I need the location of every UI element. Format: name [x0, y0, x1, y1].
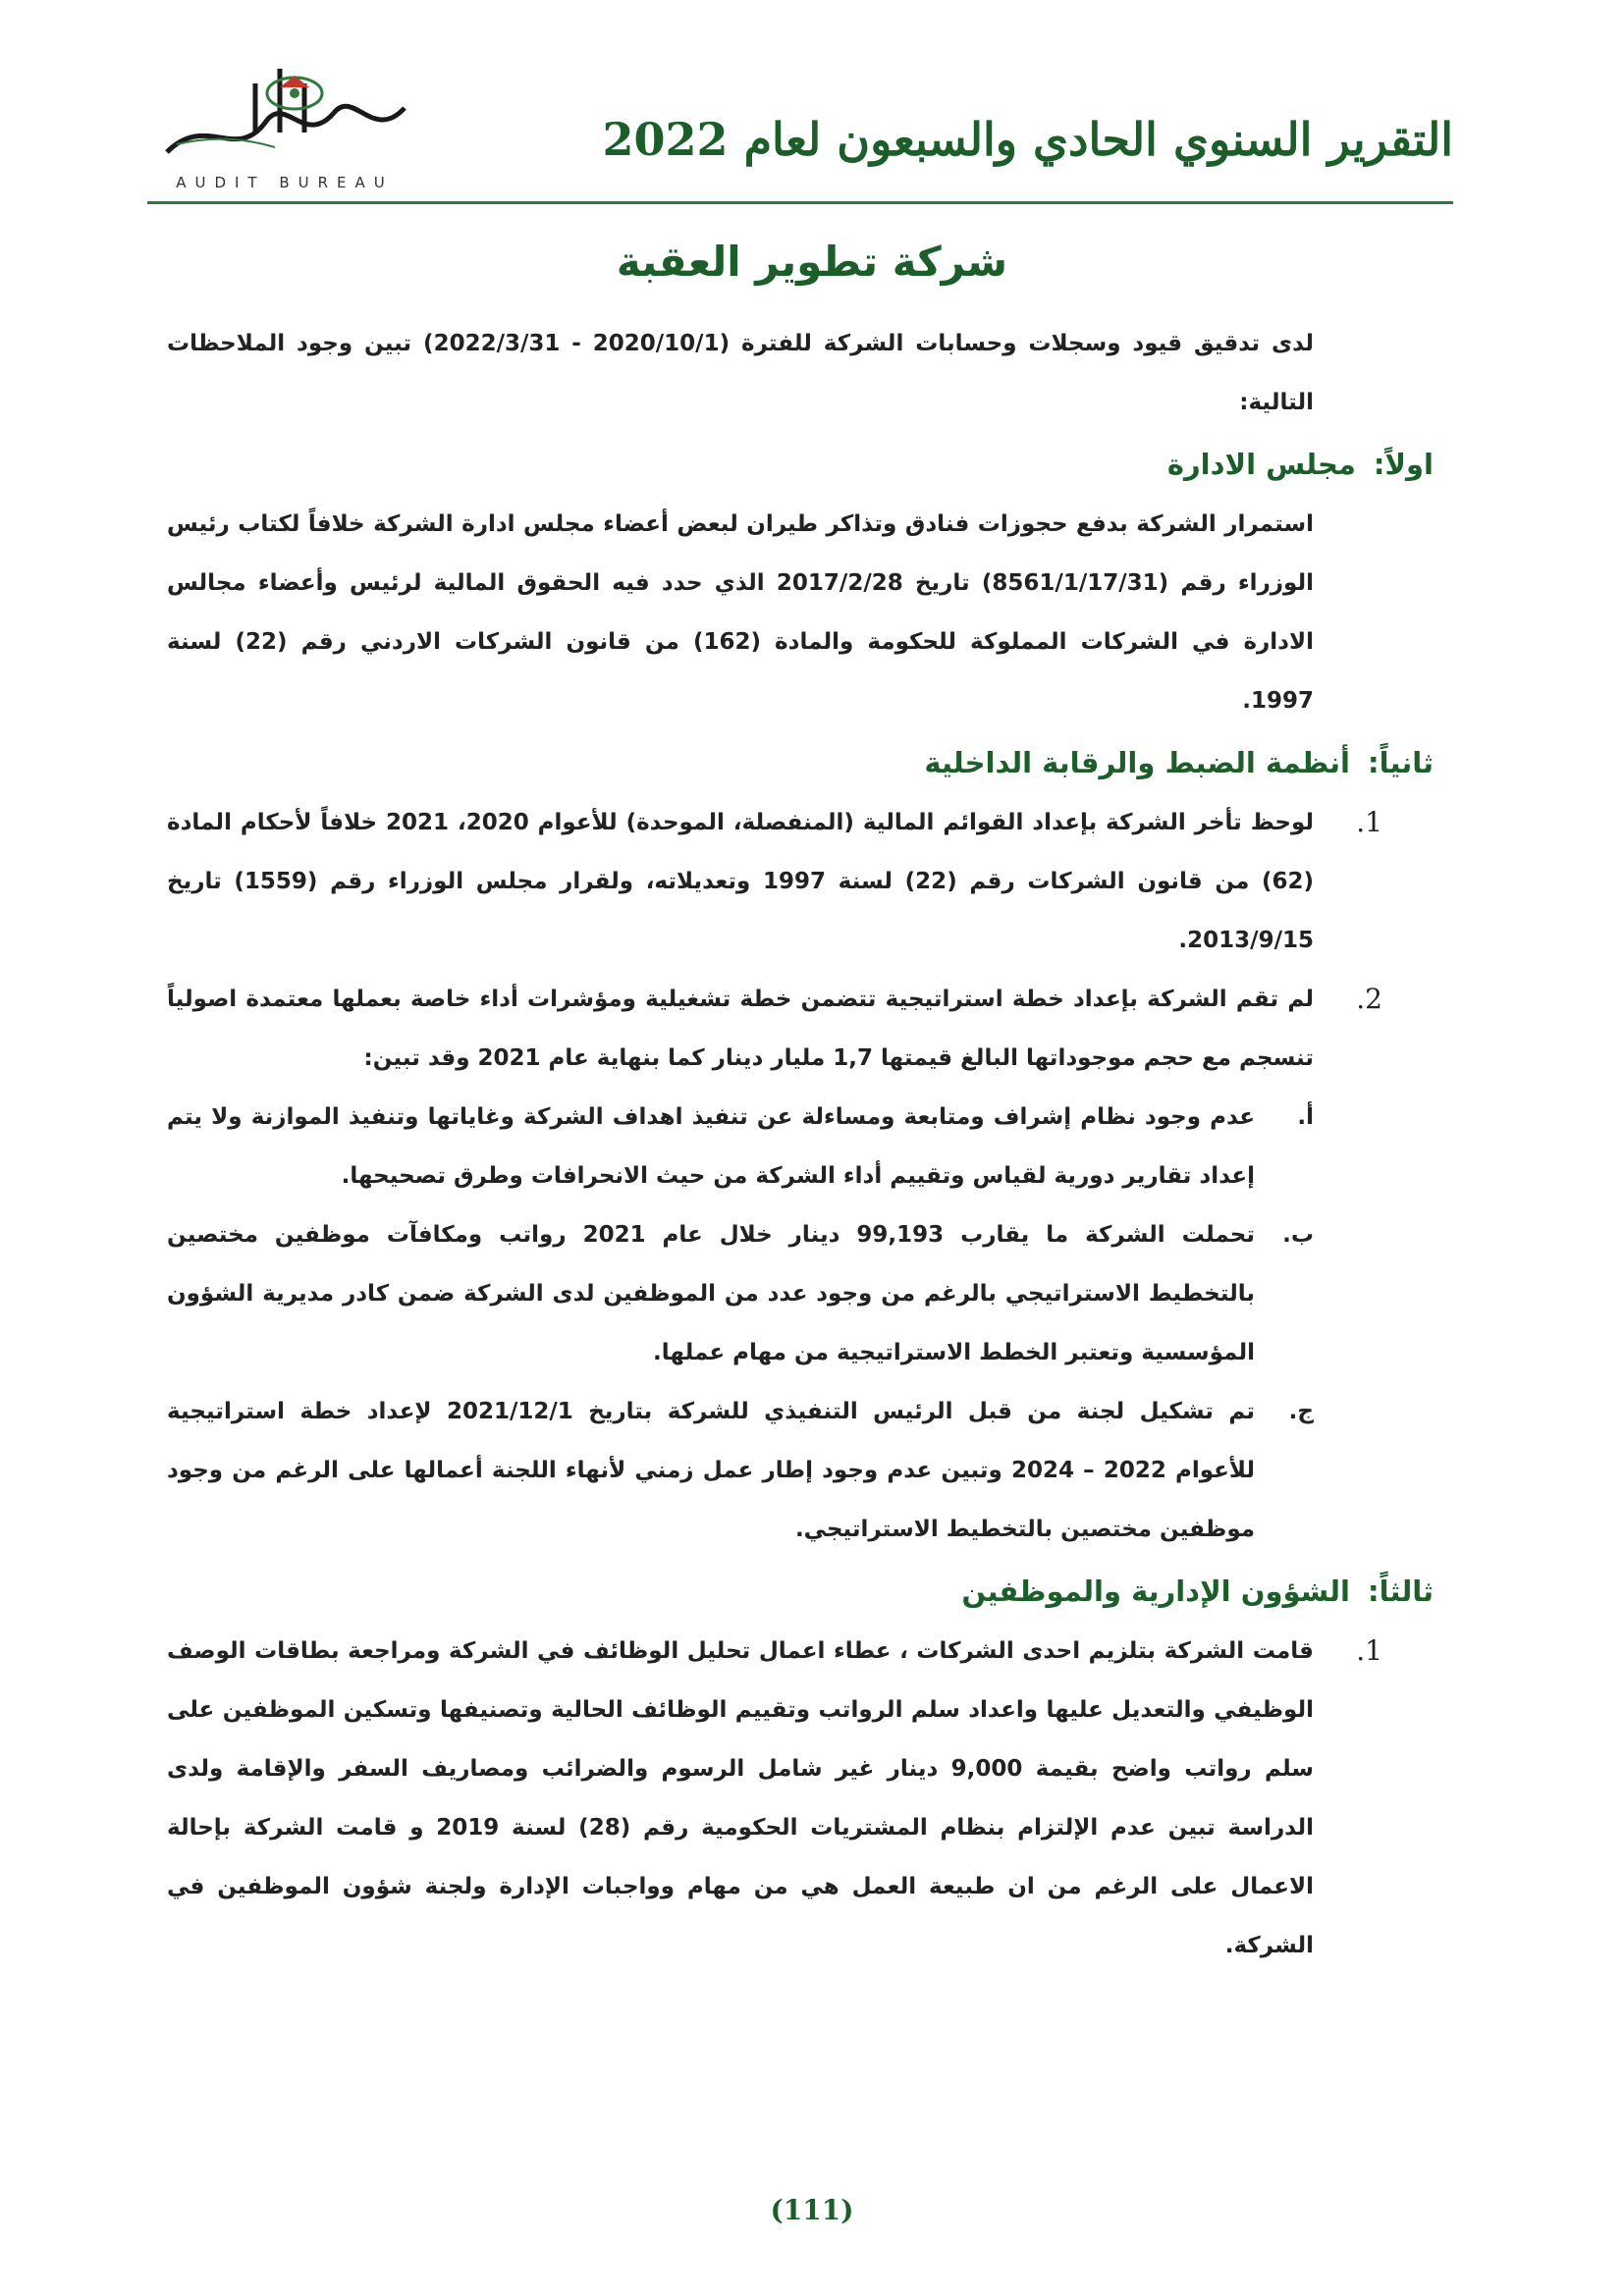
audit-bureau-logo — [147, 54, 422, 191]
company-title: شركة تطوير العقبة — [616, 238, 1008, 286]
item-text: قامت الشركة بتلزيم احدى الشركات ، عطاء اعمال تحليل الوظائف في الشركة ومراجعة بطاقات الوصف الوظيفي والتعديل عليها واعداد سلم الرواتب وتقييم الوظائف الحالية وتصنيفها وتسكين الموظفين على سلم رواتب واضح بقيمة 9,000 دينار غير شامل الرسوم والضرائب ومصاريف السفر والإقامة ولدى الدراسة تبين عدم الإلتزام بنظام المشتريات الحكومية رقم (28) لسنة 2019 و قامت الشركة بإحالة الاعمال على الرغم من ان طبيعة العمل هي من مهام وواجبات الإدارة ولجنة شؤون الموظفين في الشركة. — [167, 1638, 1314, 1958]
item-number: 1. — [1356, 806, 1382, 838]
page-number: (111) — [770, 2194, 854, 2226]
list-item — [167, 793, 1434, 970]
header-divider — [147, 201, 1453, 204]
sub-list-item — [167, 1088, 1434, 1205]
sub-item-text: عدم وجود نظام إشراف ومتابعة ومساءلة عن تنفيذ اهداف الشركة وغاياتها وتنفيذ الموازنة ولا يتم إعداد تقارير دورية لقياس وتقييم أداء الشركة من حيث الانحرافات وطرق تصحيحها. — [167, 1104, 1255, 1189]
section-title: الشؤون الإدارية والموظفين — [961, 1575, 1350, 1608]
section-title: مجلس الادارة — [1166, 448, 1356, 481]
board-paragraph: استمرار الشركة بدفع حجوزات فنادق وتذاكر طيران لبعض أعضاء مجلس ادارة الشركة خلافاً لكتاب رئيس الوزراء رقم (8561/1/17/31) تاريخ 2017/2/28 الذي حدد فيه الحقوق المالية لرئيس وأعضاء مجالس الادارة في الشركات المملوكة للحكومة والمادة (162) من قانون الشركات الاردني رقم (22) لسنة 1997. — [167, 511, 1314, 714]
section-title: أنظمة الضبط والرقابة الداخلية — [924, 746, 1350, 779]
sub-item-text: تم تشكيل لجنة من قبل الرئيس التنفيذي للشركة بتاريخ 2021/12/1 لإعداد خطة استراتيجية للأعوام 2022 – 2024 وتبين عدم وجود إطار عمل زمني لأنهاء اللجنة أعمالها على الرغم من وجود موظفين مختصين بالتخطيط الاستراتيجي. — [167, 1399, 1255, 1542]
page-header — [147, 54, 1453, 201]
sub-list-item — [167, 1205, 1434, 1382]
sub-list-item — [167, 1382, 1434, 1559]
logo-caption: AUDIT BUREAU — [176, 174, 394, 191]
list-item — [167, 1622, 1434, 1975]
item-number: 2. — [1356, 983, 1382, 1015]
sub-item-mark: ج. — [1288, 1399, 1314, 1424]
section-ordinal: اولاً: — [1373, 448, 1434, 481]
section-heading-internal-control — [167, 736, 1434, 789]
list-item — [167, 970, 1434, 1088]
section-ordinal: ثانياً: — [1368, 746, 1434, 779]
sub-item-mark: أ. — [1297, 1104, 1314, 1130]
section-ordinal: ثالثاً: — [1368, 1575, 1434, 1608]
report-body — [167, 314, 1434, 1975]
sub-item-text: تحملت الشركة ما يقارب 99,193 دينار خلال عام 2021 رواتب ومكافآت موظفين مختصين بالتخطيط الاستراتيجي بالرغم من وجود عدد من الموظفين لدى الشركة ضمن كادر مديرية الشؤون المؤسسية وتعتبر الخطط الاستراتيجية من مهام عملها. — [167, 1222, 1255, 1365]
item-text: لوحظ تأخر الشركة بإعداد القوائم المالية (المنفصلة، الموحدة) للأعوام 2020، 2021 خلافاً لأحكام المادة (62) من قانون الشركات رقم (22) لسنة 1997 وتعديلاته، ولقرار مجلس الوزراء رقم (1559) تاريخ 2013/9/15. — [167, 810, 1314, 953]
section-heading-board — [167, 438, 1434, 491]
sub-item-mark: ب. — [1282, 1222, 1314, 1248]
intro-paragraph: لدى تدقيق قيود وسجلات وحسابات الشركة للفترة (2020/10/1 - 2022/3/31) تبين وجود الملاحظات التالية: — [167, 331, 1314, 415]
section-heading-hr — [167, 1565, 1434, 1618]
item-number: 1. — [1356, 1634, 1382, 1667]
logo-emblem-icon — [147, 54, 422, 172]
report-header-title: التقرير السنوي الحادي والسبعون لعام 2022 — [602, 113, 1453, 166]
item-text: لم تقم الشركة بإعداد خطة استراتيجية تتضمن خطة تشغيلية ومؤشرات أداء خاصة بعملها معتمدة اصولياً تنسجم مع حجم موجوداتها البالغ قيمتها 1,7 مليار دينار كما بنهاية عام 2021 وقد تبين: — [167, 987, 1314, 1071]
